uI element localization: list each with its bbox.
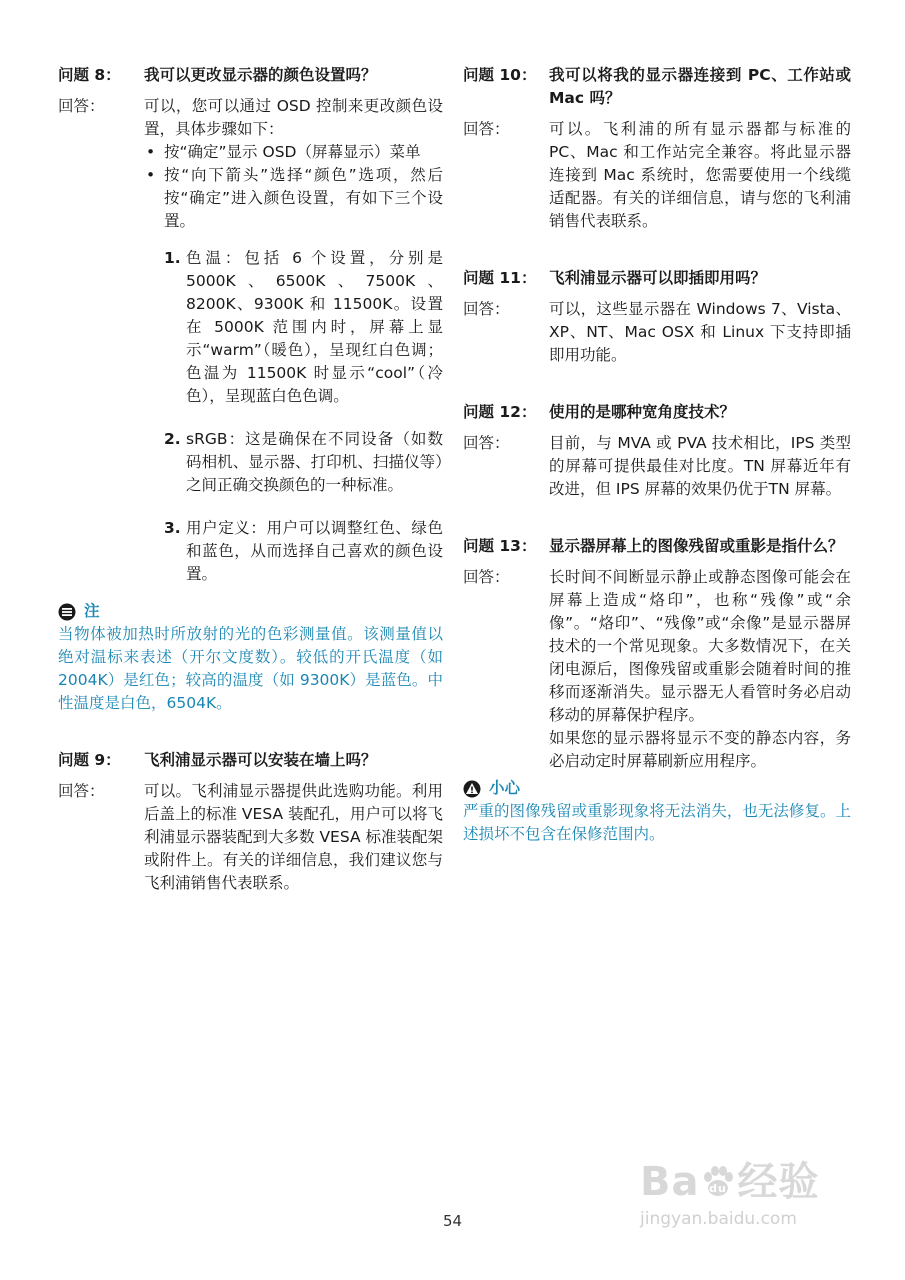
answer-label: 回答： — [463, 120, 510, 138]
answer-text: 可以。飞利浦显示器提供此选购功能。利用后盖上的标准 VESA 装配孔，用户可以将飞利浦显示器装配到大多数 VESA 标准装配架或附件上。有关的详细信息，我们建议您与飞利浦销售代表联系。 — [144, 782, 443, 892]
question-label: 问题 12： — [463, 403, 537, 421]
caution-box — [463, 777, 851, 846]
question-text: 飞利浦显示器可以安装在墙上吗？ — [144, 751, 377, 769]
bullet-list — [144, 141, 443, 233]
right-column — [463, 64, 851, 880]
note-box — [58, 600, 443, 715]
question-label: 问题 13： — [463, 537, 537, 555]
caution-title: 小心 — [489, 779, 521, 797]
answer-11 — [463, 298, 851, 367]
numbered-item — [144, 428, 443, 497]
watermark-logo: Ba du 经验 — [640, 1159, 820, 1205]
question-8 — [58, 64, 443, 87]
answer-9 — [58, 780, 443, 895]
answer-body — [144, 95, 443, 586]
item-text: sRGB：这是确保在不同设备（如数码相机、显示器、打印机、扫描仪等）之间正确交换颜色的一种标准。 — [186, 430, 443, 494]
question-label: 问题 10： — [463, 66, 537, 84]
question-text: 我可以将我的显示器连接到 PC、工作站或 Mac 吗？ — [549, 66, 851, 107]
item-number: 1. — [164, 249, 181, 267]
answer-intro: 可以，您可以通过 OSD 控制来更改颜色设置，具体步骤如下： — [144, 97, 443, 138]
answer-label: 回答： — [463, 434, 510, 452]
warning-icon — [463, 780, 481, 798]
question-text: 我可以更改显示器的颜色设置吗？ — [144, 66, 377, 84]
bullet-item: • 按“向下箭头”选择“颜色”选项，然后按“确定”进入颜色设置，有如下三个设置。 — [144, 164, 443, 233]
note-icon — [58, 603, 76, 621]
answer-paragraph: 长时间不间断显示静止或静态图像可能会在屏幕上造成“烙印”，也称“残像”或“余像”。“烙印”、“残像”或“余像”是显示器屏技术的一个常见现象。大多数情况下，在关闭电源后，图像残留或重影会随着时间的推移而逐渐消失。显示器无人看管时务必启动移动的屏幕保护程序。 — [549, 568, 851, 724]
note-title: 注 — [84, 602, 100, 620]
question-11 — [463, 267, 851, 290]
numbered-item — [144, 517, 443, 586]
numbered-list — [144, 247, 443, 586]
item-text: 用户定义：用户可以调整红色、绿色和蓝色，从而选择自己喜欢的颜色设置。 — [186, 519, 443, 583]
question-10 — [463, 64, 851, 110]
answer-text: 可以。飞利浦的所有显示器都与标准的 PC、Mac 和工作站完全兼容。将此显示器连接到 Mac 系统时，您需要使用一个线缆适配器。有关的详细信息，请与您的飞利浦销售代表联系。 — [549, 120, 851, 230]
question-label: 问题 11： — [463, 269, 537, 287]
left-column — [58, 64, 443, 929]
answer-paragraph: 如果您的显示器将显示不变的静态内容，务必启动定时屏幕刷新应用程序。 — [549, 729, 851, 770]
question-label: 问题 9： — [58, 751, 121, 769]
svg-text:du: du — [709, 1182, 728, 1195]
bullet-item: • 按“确定”显示 OSD（屏幕显示）菜单 — [144, 141, 443, 164]
page-number: 54 — [442, 1212, 463, 1230]
question-text: 显示器屏幕上的图像残留或重影是指什么？ — [549, 537, 844, 555]
item-number: 3. — [164, 519, 181, 537]
answer-label: 回答： — [463, 568, 510, 586]
answer-label: 回答： — [463, 300, 510, 318]
watermark — [640, 1150, 870, 1260]
item-text: 色温：包括 6 个设置，分别是 5000K、6500K、7500K、8200K、9300K 和 11500K。设置在 5000K 范围内时，屏幕上显示“warm”（暖色），呈现红白色调；色温为 11500K 时显示“cool”（冷色），呈现蓝白色色调。 — [186, 249, 443, 405]
answer-13 — [463, 566, 851, 773]
paw-icon — [699, 1163, 737, 1201]
caution-body: 严重的图像残留或重影现象将无法消失，也无法修复。上述损坏不包含在保修范围内。 — [463, 802, 851, 843]
watermark-url: jingyan.baidu.com — [640, 1209, 797, 1229]
caution-header — [463, 777, 851, 800]
answer-10 — [463, 118, 851, 233]
answer-body — [549, 566, 851, 773]
question-12 — [463, 401, 851, 424]
question-label: 问题 8： — [58, 66, 121, 84]
question-9 — [58, 749, 443, 772]
answer-text: 可以，这些显示器在 Windows 7、Vista、XP、NT、Mac OSX 和 Linux 下支持即插即用功能。 — [549, 300, 851, 364]
question-text: 飞利浦显示器可以即插即用吗？ — [549, 269, 767, 287]
answer-label: 回答： — [58, 97, 105, 115]
question-13 — [463, 535, 851, 558]
answer-8 — [58, 95, 443, 586]
question-text: 使用的是哪种宽角度技术？ — [549, 403, 736, 421]
note-body: 当物体被加热时所放射的光的色彩测量值。该测量值以绝对温标来表述（开尔文度数）。较低的开氏温度（如 2004K）是红色；较高的温度（如 9300K）是蓝色。中性温度是白色，6504K。 — [58, 625, 443, 712]
numbered-item — [144, 247, 443, 408]
note-header — [58, 600, 443, 623]
answer-label: 回答： — [58, 782, 105, 800]
answer-text: 目前，与 MVA 或 PVA 技术相比，IPS 类型的屏幕可提供最佳对比度。TN 屏幕近年有改进，但 IPS 屏幕的效果仍优于TN 屏幕。 — [549, 434, 851, 498]
item-number: 2. — [164, 430, 181, 448]
answer-12 — [463, 432, 851, 501]
